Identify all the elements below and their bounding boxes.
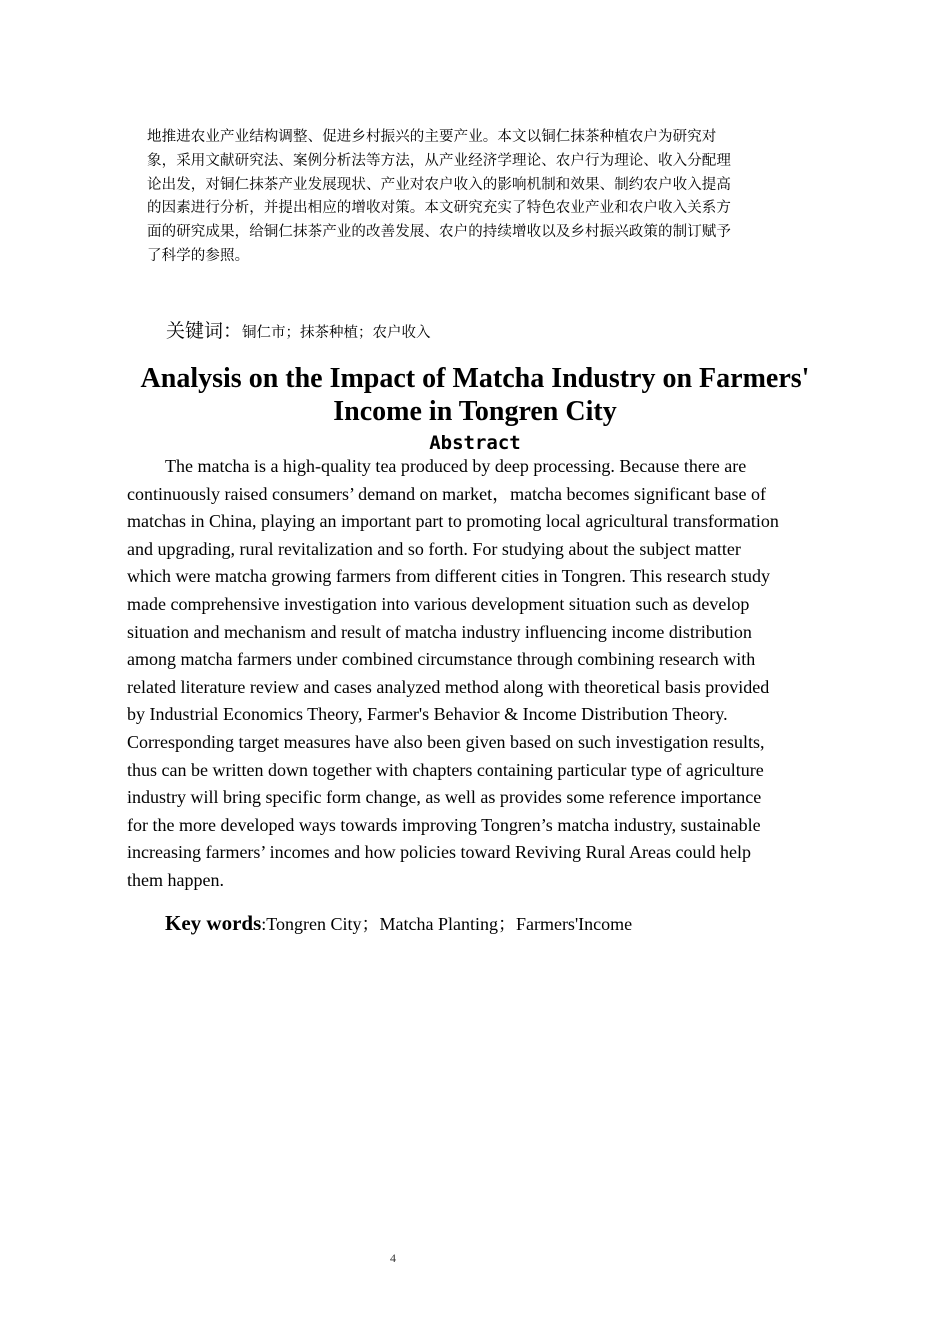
en-abstract-line: continuously raised consumers’ demand on market，matcha becomes significant base of	[127, 483, 766, 504]
page-number: 4	[390, 1251, 396, 1265]
en-abstract-line: and upgrading, rural revitalization and so forth. For studying about the subject matter	[127, 538, 741, 559]
en-abstract-line: which were matcha growing farmers from different cities in Tongren. This research study	[127, 566, 771, 587]
cn-abstract-line: 了科学的参照。	[147, 247, 250, 264]
en-abstract-line: by Industrial Economics Theory, Farmer's Behavior & Income Distribution Theory.	[127, 704, 728, 725]
cn-abstract-line: 地推进农业产业结构调整、促进乡村振兴的主要产业。本文以铜仁抹茶种植农户为研究对	[147, 129, 717, 145]
en-abstract-line: them happen.	[127, 869, 224, 890]
cn-abstract-line: 论出发，对铜仁抹茶产业发展现状、产业对农户收入的影响机制和效果、制约农户收入提高	[147, 176, 731, 193]
en-abstract-line: Corresponding target measures have also been given based on such investigation results,	[127, 731, 765, 752]
cn-keywords-label: 关键词：	[166, 320, 243, 342]
en-abstract-line: matchas in China, playing an important part to promoting local agricultural transformation	[127, 511, 779, 532]
cn-abstract-line: 象，采用文献研究法、案例分析法等方法，从产业经济学理论、农户行为理论、收入分配理	[147, 152, 731, 169]
english-title-line-2: Income in Tongren City	[333, 396, 617, 427]
cn-abstract-line: 面的研究成果，给铜仁抹茶产业的改善发展、农户的持续增收以及乡村振兴政策的制订赋予	[147, 224, 731, 241]
chinese-keywords	[166, 316, 431, 343]
en-abstract-line: made comprehensive investigation into various development situation such as develop	[127, 593, 750, 614]
english-title	[0, 362, 950, 428]
en-keywords-label: Key words	[165, 911, 262, 935]
chinese-abstract-continuation	[147, 126, 827, 269]
en-keywords-values: :Tongren City；Matcha Planting；Farmers'Income	[261, 914, 633, 934]
en-abstract-line: related literature review and cases analyzed method along with theoretical basis provided	[127, 676, 770, 697]
en-abstract-line: situation and mechanism and result of matcha industry influencing income distribution	[127, 621, 752, 642]
en-abstract-line: among matcha farmers under combined circumstance through combining research with	[127, 649, 756, 670]
en-abstract-line: The matcha is a high-quality tea produced by deep processing. Because there are	[165, 456, 747, 476]
en-abstract-line: increasing farmers’ incomes and how policies toward Reviving Rural Areas could help	[127, 842, 751, 863]
en-abstract-line: industry will bring specific form change, as well as provides some reference importance	[127, 787, 762, 808]
english-keywords	[165, 910, 632, 936]
en-abstract-line: for the more developed ways towards improving Tongren’s matcha industry, sustainable	[127, 814, 761, 835]
english-title-line-1: Analysis on the Impact of Matcha Industry on Farmers'	[140, 363, 810, 394]
english-abstract-body	[127, 453, 827, 895]
en-abstract-line: thus can be written down together with chapters containing particular type of agriculture	[127, 759, 764, 780]
abstract-heading: Abstract	[429, 432, 521, 454]
cn-keywords-values: 铜仁市；抹茶种植；农户收入	[242, 325, 431, 341]
cn-abstract-line: 的因素进行分析，并提出相应的增收对策。本文研究充实了特色农业产业和农户收入关系方	[147, 200, 731, 217]
